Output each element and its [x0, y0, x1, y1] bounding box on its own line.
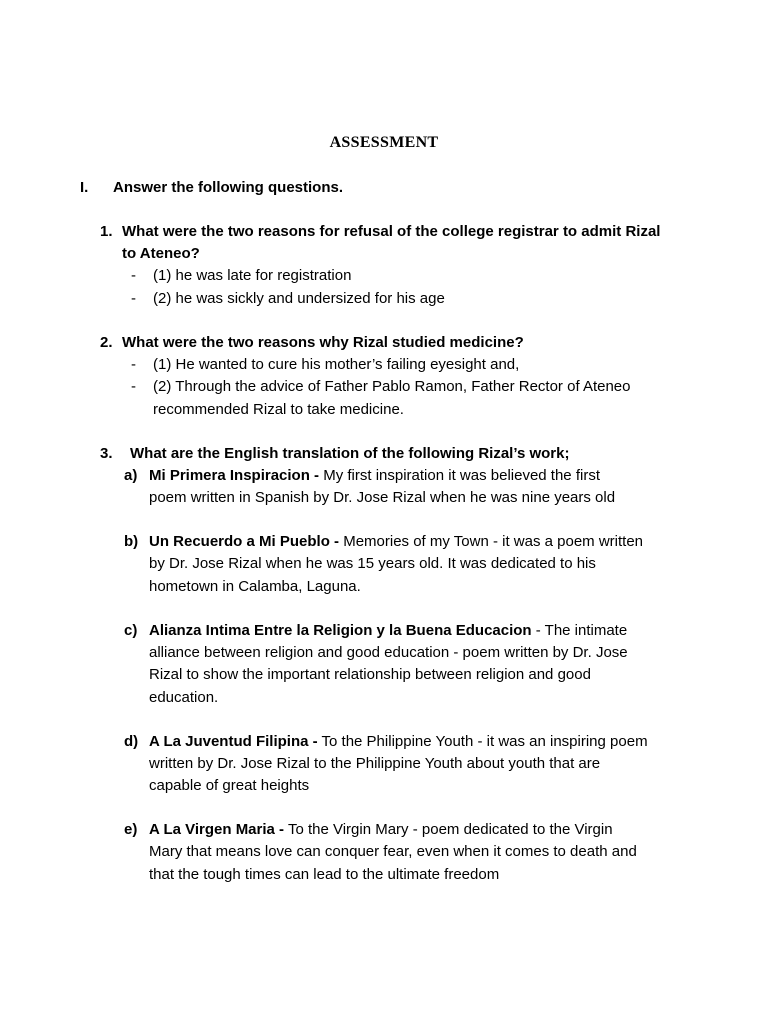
translation-text: poem written in Spanish by Dr. Jose Rizal when he was nine years old	[149, 489, 616, 506]
section-numeral: I.	[80, 179, 89, 196]
translation-text: alliance between religion and good education - poem written by Dr. Jose	[149, 644, 628, 661]
translation-text: education.	[149, 689, 219, 706]
item-first-line	[149, 731, 648, 753]
page-title: ASSESSMENT	[329, 134, 439, 151]
bullet-dash: -	[131, 378, 136, 395]
item-letter: d)	[124, 733, 139, 750]
item-letter: e)	[124, 821, 138, 838]
translation-text: Memories of my Town - it was a poem written	[339, 533, 644, 550]
item-letter: c)	[124, 622, 138, 639]
bullet-dash: -	[131, 290, 136, 307]
question-text: What are the English translation of the following Rizal’s work;	[130, 445, 570, 462]
answer-text: (2) he was sickly and undersized for his age	[153, 290, 445, 307]
question-number: 3.	[100, 445, 113, 462]
translation-text: that the tough times can lead to the ultimate freedom	[149, 866, 500, 883]
item-letter: b)	[124, 533, 139, 550]
question-text: to Ateneo?	[122, 245, 200, 262]
translation-text: by Dr. Jose Rizal when he was 15 years old. It was dedicated to his	[149, 555, 596, 572]
answer-text: recommended Rizal to take medicine.	[153, 401, 404, 418]
question-number: 2.	[100, 334, 113, 351]
translation-text: My first inspiration it was believed the first	[319, 467, 600, 484]
bullet-dash: -	[131, 356, 136, 373]
work-title: Un Recuerdo a Mi Pueblo -	[149, 533, 340, 550]
question-number: 1.	[100, 223, 113, 240]
translation-text: To the Virgin Mary - poem dedicated to the Virgin	[284, 821, 613, 838]
item-first-line	[149, 465, 600, 487]
work-title: Alianza Intima Entre la Religion y la Buena Educacion	[149, 622, 532, 639]
item-first-line	[149, 819, 613, 841]
section-heading: Answer the following questions.	[113, 179, 344, 196]
bullet-dash: -	[131, 267, 136, 284]
answer-text: (2) Through the advice of Father Pablo Ramon, Father Rector of Ateneo	[153, 378, 631, 395]
answer-text: (1) He wanted to cure his mother’s failing eyesight and,	[153, 356, 520, 373]
translation-text: written by Dr. Jose Rizal to the Philippine Youth about youth that are	[149, 755, 601, 772]
translation-text: To the Philippine Youth - it was an inspiring poem	[317, 733, 648, 750]
work-title: Mi Primera Inspiracion -	[149, 467, 320, 484]
work-title: A La Juventud Filipina -	[149, 733, 318, 750]
question-text: What were the two reasons for refusal of the college registrar to admit Rizal	[122, 223, 661, 240]
translation-text: capable of great heights	[149, 777, 310, 794]
translation-text: hometown in Calamba, Laguna.	[149, 578, 361, 595]
work-title: A La Virgen Maria -	[149, 821, 285, 838]
answer-text: (1) he was late for registration	[153, 267, 352, 284]
question-text: What were the two reasons why Rizal studied medicine?	[122, 334, 524, 351]
translation-text: Mary that means love can conquer fear, even when it comes to death and	[149, 843, 637, 860]
item-first-line	[149, 620, 627, 642]
translation-text: Rizal to show the important relationship between religion and good	[149, 666, 591, 683]
item-first-line	[149, 531, 643, 553]
item-letter: a)	[124, 467, 138, 484]
translation-text: - The intimate	[531, 622, 628, 639]
